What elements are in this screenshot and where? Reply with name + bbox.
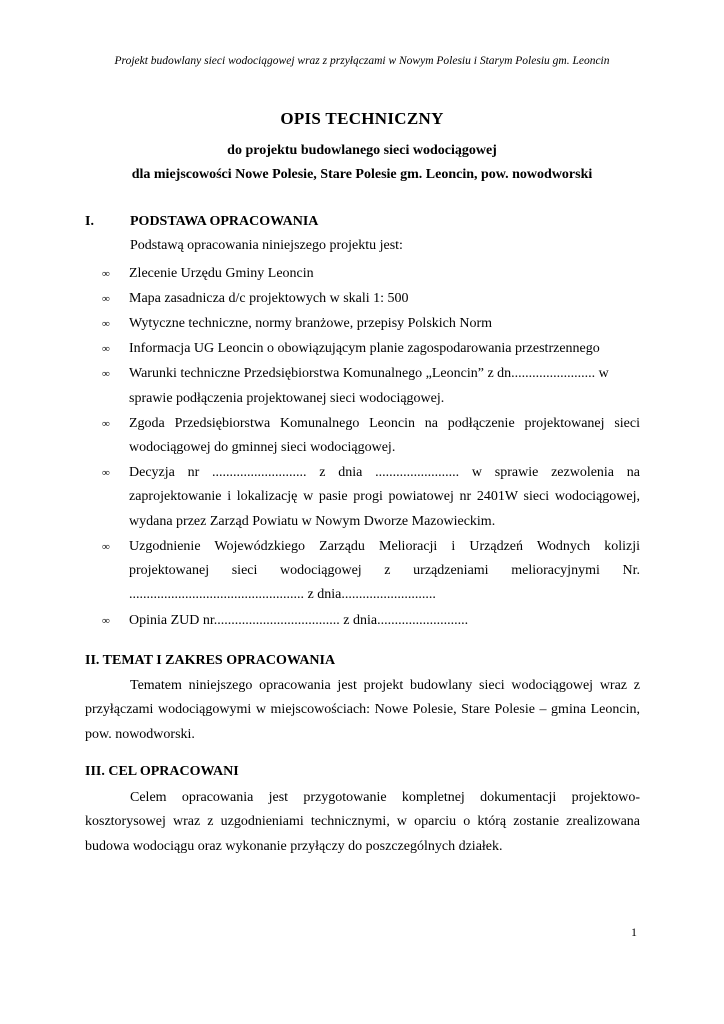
section-2-text: Tematem niniejszego opracowania jest projekt budowlany sieci wodociągowej wraz z przyłączami wodociągowymi w miejscowościach: Nowe Polesie, Stare Polesie – gmina Leoncin, pow. nowodworski.	[85, 678, 640, 742]
list-item: ∞ Decyzja nr ........................... z dnia ........................ w sprawie zezwolenia na zaprojektowanie i lokalizację w pasie progi powiatowej nr 2401W sieci wodociągowej, wydana przez Zarząd Powiatu w Nowym Dworze Mazowieckim.	[102, 461, 640, 534]
list-item: ∞ Zgoda Przedsiębiorstwa Komunalnego Leoncin na podłączenie projektowanej sieci wodociągowej do gminnej sieci wodociągowej.	[102, 412, 640, 461]
infinity-bullet-icon: ∞	[102, 343, 110, 356]
infinity-bullet-icon: ∞	[102, 318, 110, 331]
list-item: ∞ Opinia ZUD nr.................................... z dnia..........................	[102, 609, 640, 633]
list-item: ∞ Informacja UG Leoncin o obowiązującym planie zagospodarowania przestrzennego	[102, 337, 640, 361]
list-item: ∞ Wytyczne techniczne, normy branżowe, przepisy Polskich Norm	[102, 312, 640, 336]
infinity-bullet-icon: ∞	[102, 368, 110, 381]
section-3-text: Celem opracowania jest przygotowanie kompletnej dokumentacji projektowo-kosztorysowej wraz z uzgodnieniami technicznymi, w oparciu o którą zostanie zrealizowana budowa wodociągu oraz wykonanie przyłączy do poszczególnych działek.	[85, 790, 640, 854]
page-number: 1	[631, 925, 637, 939]
infinity-bullet-icon: ∞	[102, 614, 110, 627]
document-title: OPIS TECHNICZNY	[280, 109, 444, 128]
infinity-bullet-icon: ∞	[102, 293, 110, 306]
list-item: ∞ Warunki techniczne Przedsiębiorstwa Komunalnego „Leoncin” z dn........................ w sprawie podłączenia projektowanej sieci wodociągowej.	[102, 362, 640, 411]
section-1-number: I.	[85, 214, 94, 229]
infinity-bullet-icon: ∞	[102, 268, 110, 280]
section-3-heading: III. CEL OPRACOWANI	[85, 764, 239, 779]
infinity-bullet-icon: ∞	[102, 540, 110, 553]
list-item: ∞ Uzgodnienie Wojewódzkiego Zarządu Melioracji i Urządzeń Wodnych kolizji projektowanej sieci wodociągowej z urządzeniami melioracyjnymi Nr. .................................................. z dnia...........................	[102, 535, 640, 608]
section-1-heading: PODSTAWA OPRACOWANIA	[130, 214, 319, 229]
infinity-bullet-icon: ∞	[102, 417, 110, 430]
document-subtitle: do projektu budowlanego sieci wodociągowej	[227, 143, 497, 158]
infinity-bullet-icon: ∞	[102, 467, 110, 480]
section-2-heading: II. TEMAT I ZAKRES OPRACOWANIA	[85, 653, 336, 668]
basis-list	[102, 262, 640, 633]
list-item: ∞ Mapa zasadnicza d/c projektowych w skali 1: 500	[102, 287, 640, 311]
running-header: Projekt budowlany sieci wodociągowej wraz z przyłączami w Nowym Polesiu i Starym Polesiu gm. Leoncin	[114, 55, 610, 67]
list-item: ∞ Zlecenie Urzędu Gminy Leoncin	[102, 262, 640, 286]
section-1-intro: Podstawą opracowania niniejszego projektu jest:	[130, 238, 403, 253]
document-subtitle-location: dla miejscowości Nowe Polesie, Stare Polesie gm. Leoncin, pow. nowodworski	[131, 167, 593, 182]
